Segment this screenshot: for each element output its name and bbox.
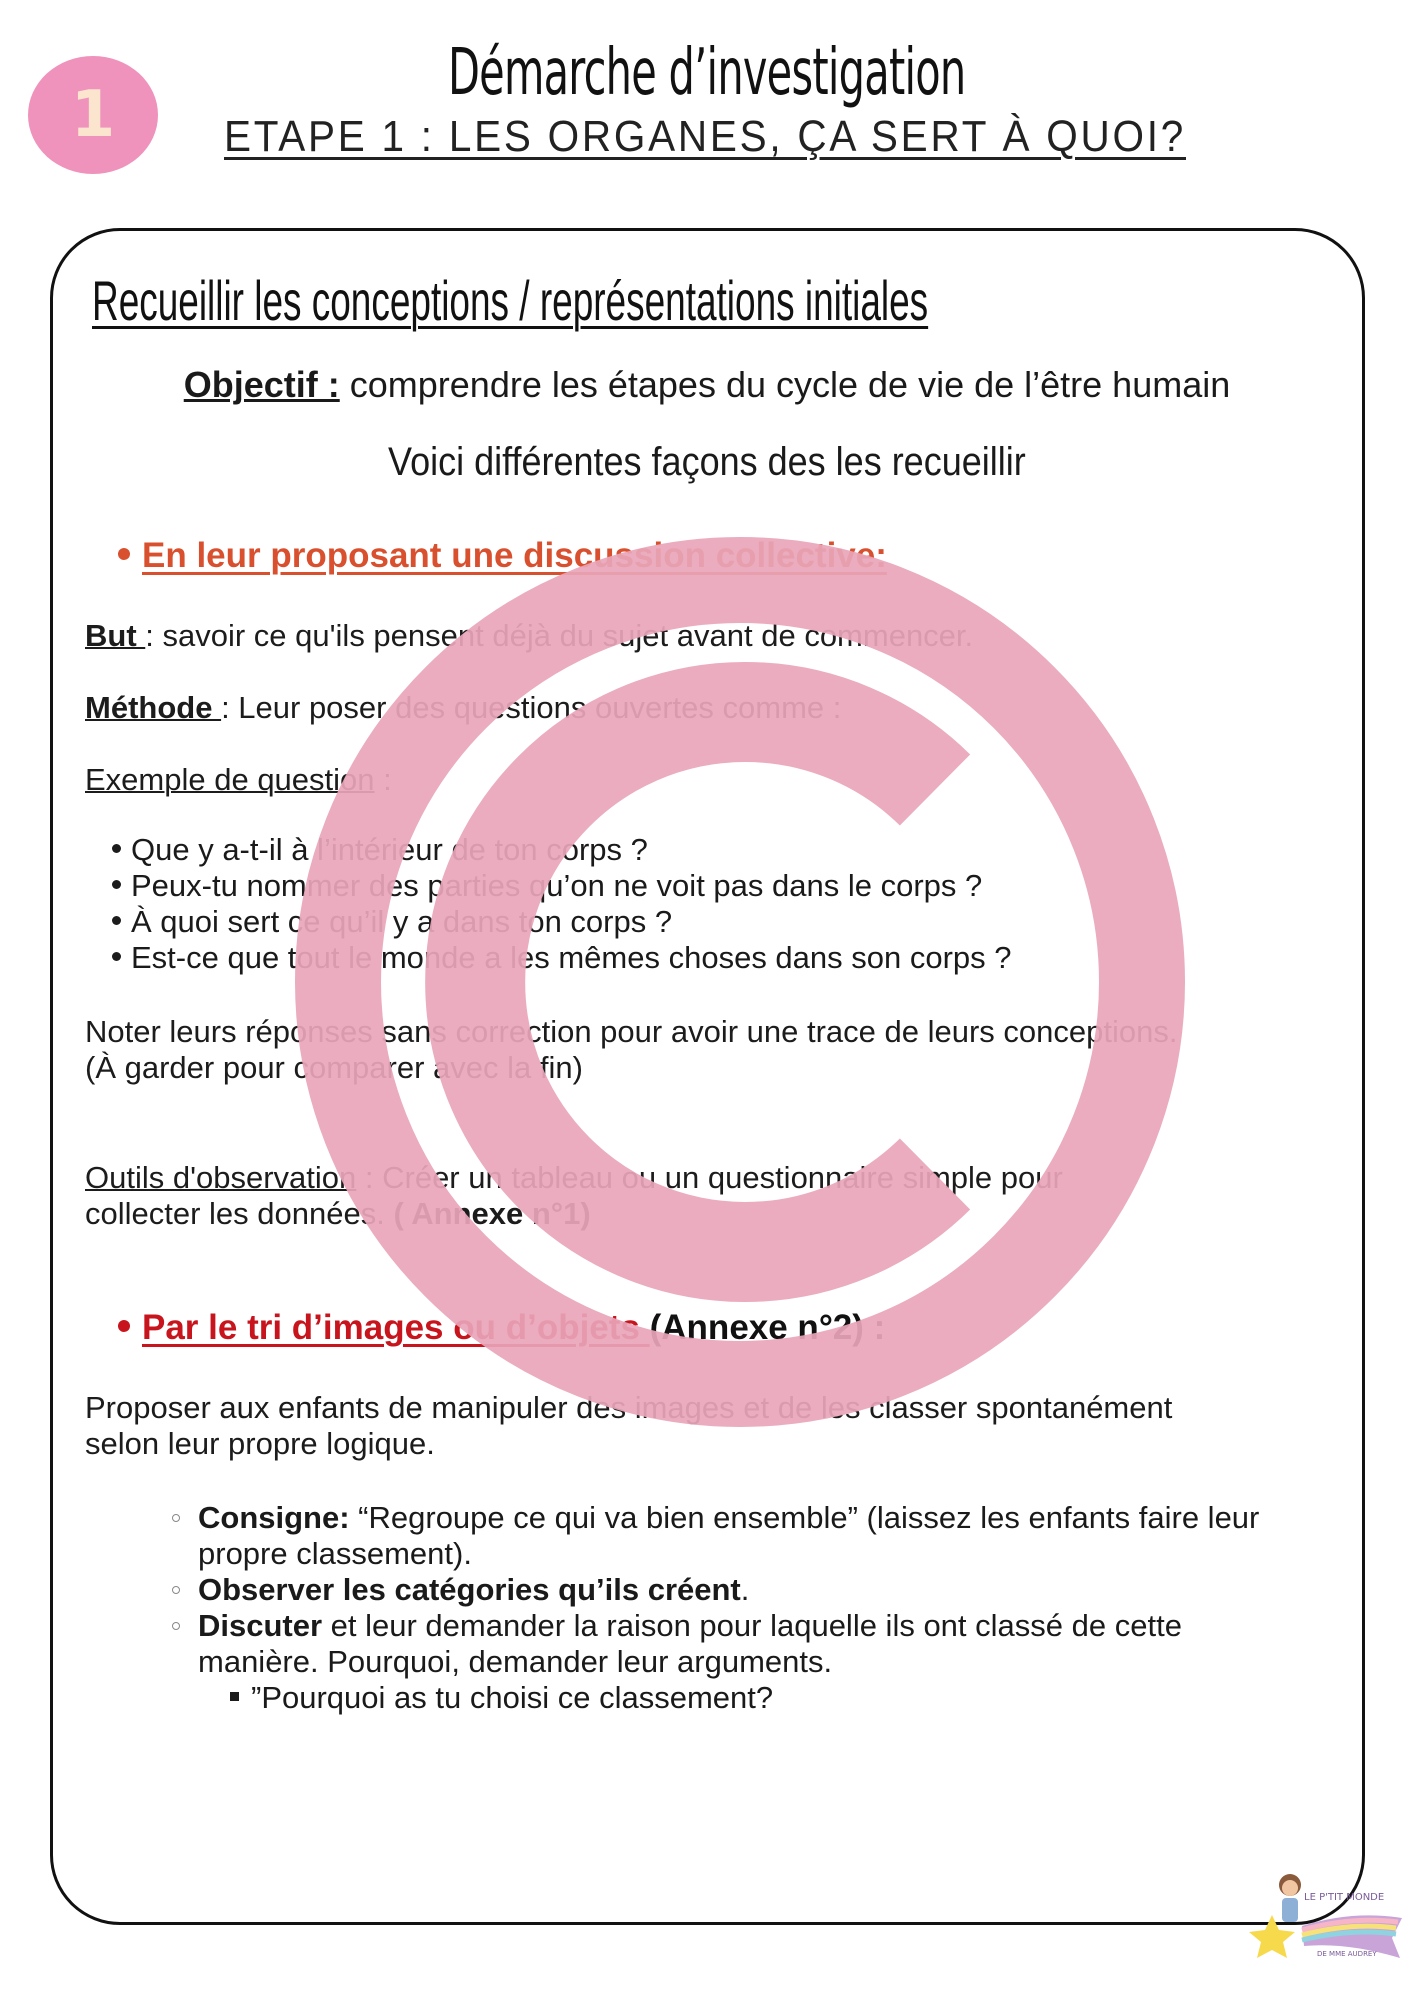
sort-steps-list (170, 1500, 1310, 1716)
method1-heading: En leur proposant une discussion collective: (118, 536, 887, 576)
list-item: Est-ce que tout le monde a les mêmes choses dans son corps ? (112, 940, 1012, 976)
svg-text:LE P'TIT MONDE: LE P'TIT MONDE (1304, 1892, 1385, 1903)
brand-logo-icon (1242, 1860, 1407, 1970)
goal-label: But (85, 618, 146, 653)
list-item: Observer les catégories qu’ils créent. (170, 1572, 1310, 1608)
note-line-1: Noter leurs réponses sans correction pour avoir une trace de leurs conceptions. (85, 1014, 1178, 1049)
step-badge (28, 56, 158, 174)
list-item: Peux-tu nommer des parties qu’on ne voit pas dans le corps ? (112, 868, 1012, 904)
sub-list-item: ”Pourquoi as tu choisi ce classement? (170, 1680, 1310, 1716)
bullet-icon (112, 916, 121, 925)
list-item: Consigne: “Regroupe ce qui va bien ensemble” (laissez les enfants faire leur propre classement). (170, 1500, 1310, 1572)
list-item: À quoi sert ce qu’il y a dans ton corps ? (112, 904, 1012, 940)
square-bullet-icon (230, 1692, 239, 1701)
list-item: Que y a-t-il à l’intérieur de ton corps ? (112, 832, 1012, 868)
bullet-icon (112, 952, 121, 961)
method-label: Méthode (85, 690, 222, 725)
sort-intro-line-2: selon leur propre logique. (85, 1426, 435, 1461)
circle-bullet-icon (172, 1514, 180, 1522)
section-title: Recueillir les conceptions / représentations initiales (92, 269, 929, 332)
objective (0, 364, 1414, 406)
circle-bullet-icon (172, 1586, 180, 1594)
intro-text: Voici différentes façons des les recueillir (388, 440, 1026, 484)
list-item: Discuter et leur demander la raison pour laquelle ils ont classé de cette manière. Pourquoi, demander leur arguments. (170, 1608, 1310, 1680)
sort-intro-line-1: Proposer aux enfants de manipuler des images et de les classer spontanément (85, 1390, 1173, 1425)
svg-text:DE MME AUDREY: DE MME AUDREY (1317, 1950, 1377, 1958)
goal-paragraph: But : savoir ce qu'ils pensent déjà du sujet avant de commencer. (85, 618, 974, 653)
circle-bullet-icon (172, 1622, 180, 1630)
tools-label: Outils d'observation (85, 1160, 357, 1195)
page-title: Démarche d’investigation (447, 36, 966, 110)
question-list (112, 832, 1012, 976)
bullet-icon (118, 1320, 130, 1332)
step-number: 1 (70, 78, 116, 152)
bullet-icon (112, 880, 121, 889)
example-label: Exemple de question : (85, 762, 392, 797)
bullet-icon (112, 844, 121, 853)
page-subtitle: ETAPE 1 : LES ORGANES, ÇA SERT À QUOI? (224, 112, 1187, 161)
method-paragraph: Méthode : Leur poser des questions ouvertes comme : (85, 690, 842, 725)
method2-heading: Par le tri d’images ou d’objets (Annexe n°2) : (118, 1308, 885, 1348)
objective-label: Objectif : (183, 364, 340, 405)
annex-1-ref: ( Annexe n°1) (393, 1196, 591, 1231)
tools-paragraph: Outils d'observation : Créer un tableau ou un questionnaire simple pour (85, 1160, 1063, 1195)
tools-paragraph-line2: collecter les données. ( Annexe n°1) (85, 1196, 591, 1231)
annex-2-ref: (Annexe n°2) : (649, 1308, 886, 1347)
objective-text: comprendre les étapes du cycle de vie de l’être humain (339, 364, 1231, 405)
note-line-2: (À garder pour comparer avec la fin) (85, 1050, 583, 1085)
bullet-icon (118, 548, 130, 560)
